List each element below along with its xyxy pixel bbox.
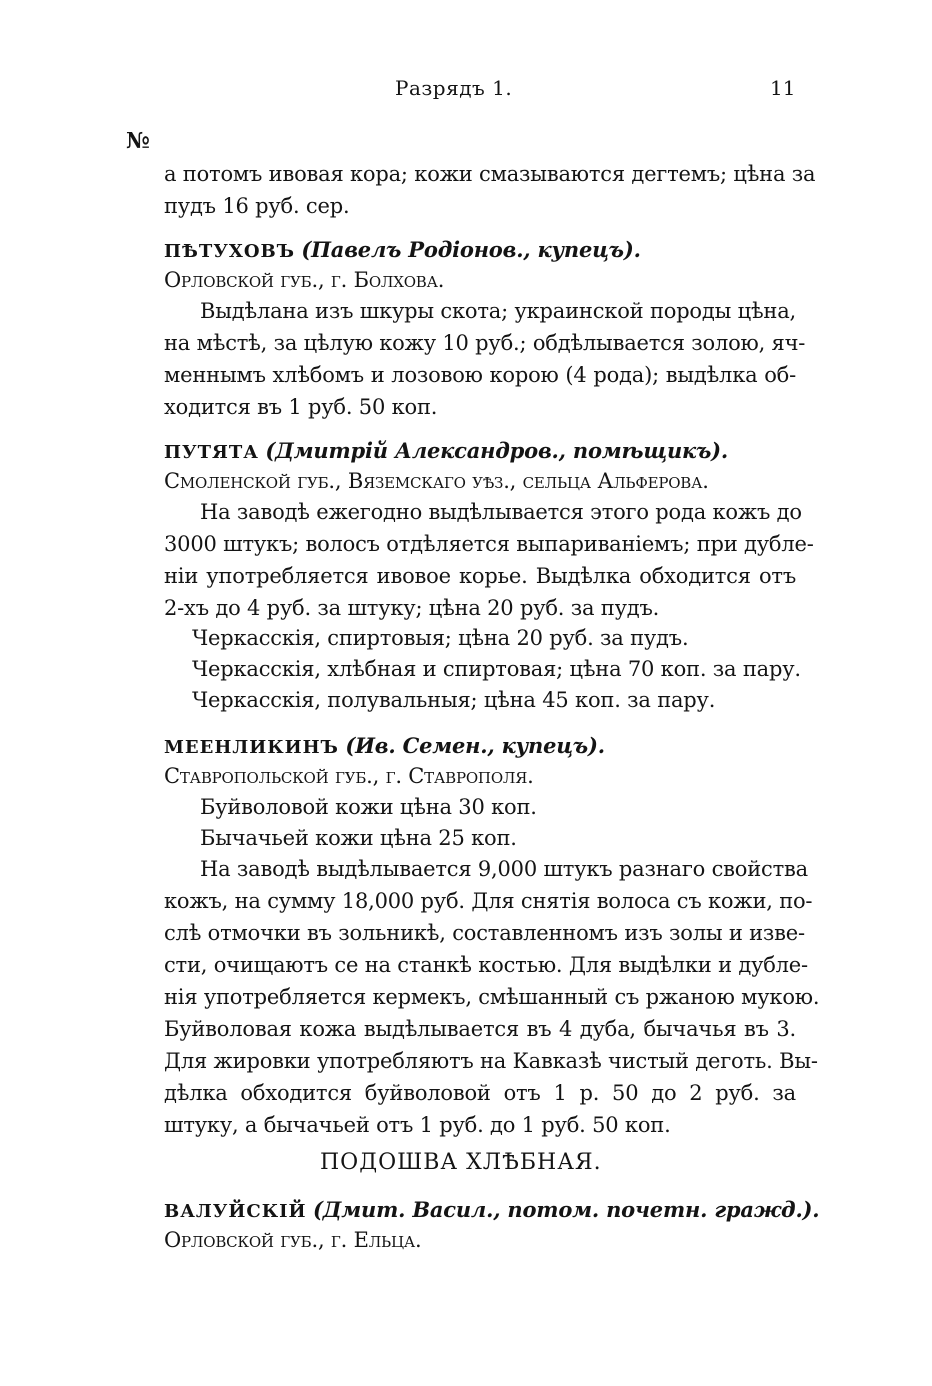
text-line: Черкасскія, спиртовыя; цѣна 20 руб. за пудъ. (192, 626, 689, 650)
entry-name: МЕЕНЛИКИНЪ (164, 737, 339, 758)
text-line: На заводѣ ежегодно выдѣлывается этого рода кожъ до (200, 500, 802, 524)
text-line: штуку, а бычачьей отъ 1 руб. до 1 руб. 50 коп. (164, 1113, 671, 1137)
entry-name: ВАЛУЙСКІЙ (164, 1201, 307, 1222)
text-line: дѣлка обходится буйволовой отъ 1 р. 50 до 2 руб. за (164, 1081, 796, 1105)
text-line: Черкасскія, полувальныя; цѣна 45 коп. за пару. (192, 688, 716, 712)
entry-name: ПѢТУХОВЪ (164, 241, 295, 262)
text-line: а потомъ ивовая кора; кожи смазываются дегтемъ; цѣна за (164, 162, 816, 186)
entry-description: (Дмитрій Александров., помѣщикъ). (265, 438, 728, 463)
entry-name: ПУТЯТА (164, 442, 259, 463)
text-line: Бычачьей кожи цѣна 25 коп. (200, 826, 517, 850)
text-line: Черкасскія, хлѣбная и спиртовая; цѣна 70 коп. за пару. (192, 657, 801, 681)
text-line: ніи употребляется ивовое корье. Выдѣлка обходится отъ (164, 564, 796, 588)
entry-place: Орловской губ., г. Болхова. (164, 268, 445, 292)
text-line: кожъ, на сумму 18,000 руб. Для снятія волоса съ кожи, по- (164, 889, 813, 913)
running-header: Разрядъ 1. (395, 76, 513, 100)
text-line: 2-хъ до 4 руб. за штуку; цѣна 20 руб. за пудъ. (164, 596, 660, 620)
text-line: Для жировки употребляютъ на Кавказѣ чистый деготь. Вы- (164, 1049, 818, 1073)
text-line: на мѣстѣ, за цѣлую кожу 10 руб.; обдѣлывается золою, яч- (164, 331, 806, 355)
entry-heading-valuisky (164, 1196, 820, 1226)
text-line: меннымъ хлѣбомъ и лозовою корою (4 рода); выдѣлка об- (164, 363, 796, 387)
text-line: ходится въ 1 руб. 50 коп. (164, 395, 438, 419)
entry-place: Смоленской губ., Вяземскаго уѣз., сельца Альферова. (164, 469, 709, 493)
entry-heading-meenlikin (164, 732, 796, 762)
number-mark: № (126, 128, 150, 154)
page-number: 11 (770, 76, 796, 100)
text-line: слѣ отмочки въ зольникѣ, составленномъ изъ золы и изве- (164, 921, 805, 945)
text-line: Буйволовой кожи цѣна 30 коп. (200, 795, 537, 819)
entry-heading-putyata (164, 437, 796, 467)
text-line: На заводѣ выдѣлывается 9,000 штукъ разнаго свойства (200, 857, 808, 881)
entry-place: Ставропольской губ., г. Ставрополя. (164, 764, 534, 788)
text-line: Выдѣлана изъ шкуры скота; украинской породы цѣна, (200, 299, 796, 323)
text-line: нія употребляется кермекъ, смѣшанный съ ржаною мукою. (164, 985, 820, 1009)
text-line: 3000 штукъ; волосъ отдѣляется выпариваніемъ; при дубле- (164, 532, 814, 556)
text-line: Буйволовая кожа выдѣлывается въ 4 дуба, бычачья въ 3. (164, 1017, 796, 1041)
section-title: ПОДОШВА ХЛѢБНАЯ. (320, 1150, 602, 1175)
entry-description: (Ив. Семен., купецъ). (345, 733, 605, 758)
entry-place: Орловской губ., г. Ельца. (164, 1228, 422, 1252)
entry-description: (Дмит. Васил., потом. почетн. гражд.). (313, 1197, 820, 1222)
entry-heading-petukhov (164, 236, 796, 266)
text-line: пудъ 16 руб. сер. (164, 194, 350, 218)
entry-description: (Павелъ Родіонов., купецъ). (301, 237, 641, 262)
text-line: сти, очищаютъ се на станкѣ костью. Для выдѣлки и дубле- (164, 953, 808, 977)
